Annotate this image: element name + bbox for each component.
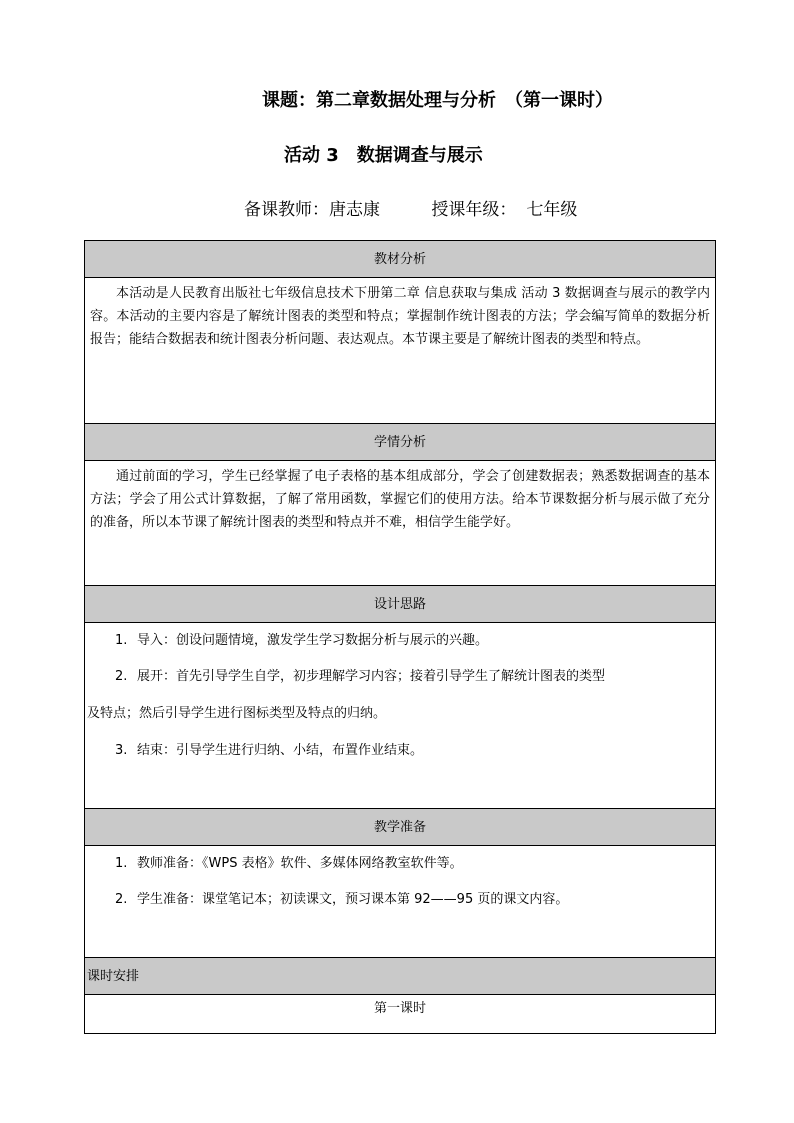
- grade-value: 七年级: [526, 200, 578, 220]
- prep-item-1: 1. 教师准备：《WPS 表格》软件、多媒体网络教室软件等。: [115, 856, 463, 871]
- activity-title: 活动 3 数据调查与展示: [284, 145, 483, 166]
- prep-list: [85, 846, 715, 915]
- design-header: 设计思路: [85, 586, 716, 623]
- design-list: [85, 623, 715, 766]
- prep-header: 教学准备: [85, 809, 716, 846]
- lesson-plan-table: [84, 240, 716, 1034]
- design-item-2: 2. 展开：首先引导学生自学，初步理解学习内容；接着引导学生了解统计图表的类型: [115, 669, 606, 684]
- student-analysis-header: 学情分析: [85, 424, 716, 461]
- design-item-1: 1. 导入：创设问题情境，激发学生学习数据分析与展示的兴趣。: [115, 633, 489, 648]
- prep-item-2: 2. 学生准备：课堂笔记本；初读课文，预习课本第 92——95 页的课文内容。: [115, 892, 569, 907]
- textbook-analysis-header: 教材分析: [85, 241, 716, 278]
- teacher-name: 唐志康: [329, 200, 380, 220]
- student-analysis-text: 通过前面的学习，学生已经掌握了电子表格的基本组成部分，学会了创建数据表；熟悉数据调查的基本方法；学会了用公式计算数据，了解了常用函数，掌握它们的使用方法。给本节课数据分析与展示做了充分的准备，所以本节课了解统计图表的类型和特点并不难，相信学生能学好。: [90, 469, 710, 530]
- teacher-grade-line: [244, 195, 577, 220]
- schedule-value: 第一课时: [85, 995, 716, 1034]
- textbook-analysis-text: 本活动是人民教育出版社七年级信息技术下册第二章 信息获取与集成 活动 3 数据调查与展示的教学内容。本活动的主要内容是了解统计图表的类型和特点；掌握制作统计图表的方法；学会编写简单的数据分析报告；能结合数据表和统计图表分析问题、表达观点。本节课主要是了解统计图表的类型和特点。: [90, 286, 710, 347]
- grade-label: 授课年级：: [431, 200, 517, 220]
- course-title: 课题：第二章数据处理与分析 （第一课时）: [262, 90, 613, 111]
- design-item-2-continued: 及特点；然后引导学生进行图标类型及特点的归纳。: [87, 706, 387, 721]
- student-analysis-cell: [85, 461, 716, 586]
- design-cell: [85, 623, 716, 809]
- schedule-header: 课时安排: [85, 958, 716, 995]
- grade-group: [431, 195, 577, 220]
- teacher-label: 备课教师：: [244, 200, 329, 220]
- prep-cell: [85, 846, 716, 958]
- design-item-3: 3. 结束：引导学生进行归纳、小结，布置作业结束。: [115, 743, 424, 758]
- textbook-analysis-cell: [85, 278, 716, 424]
